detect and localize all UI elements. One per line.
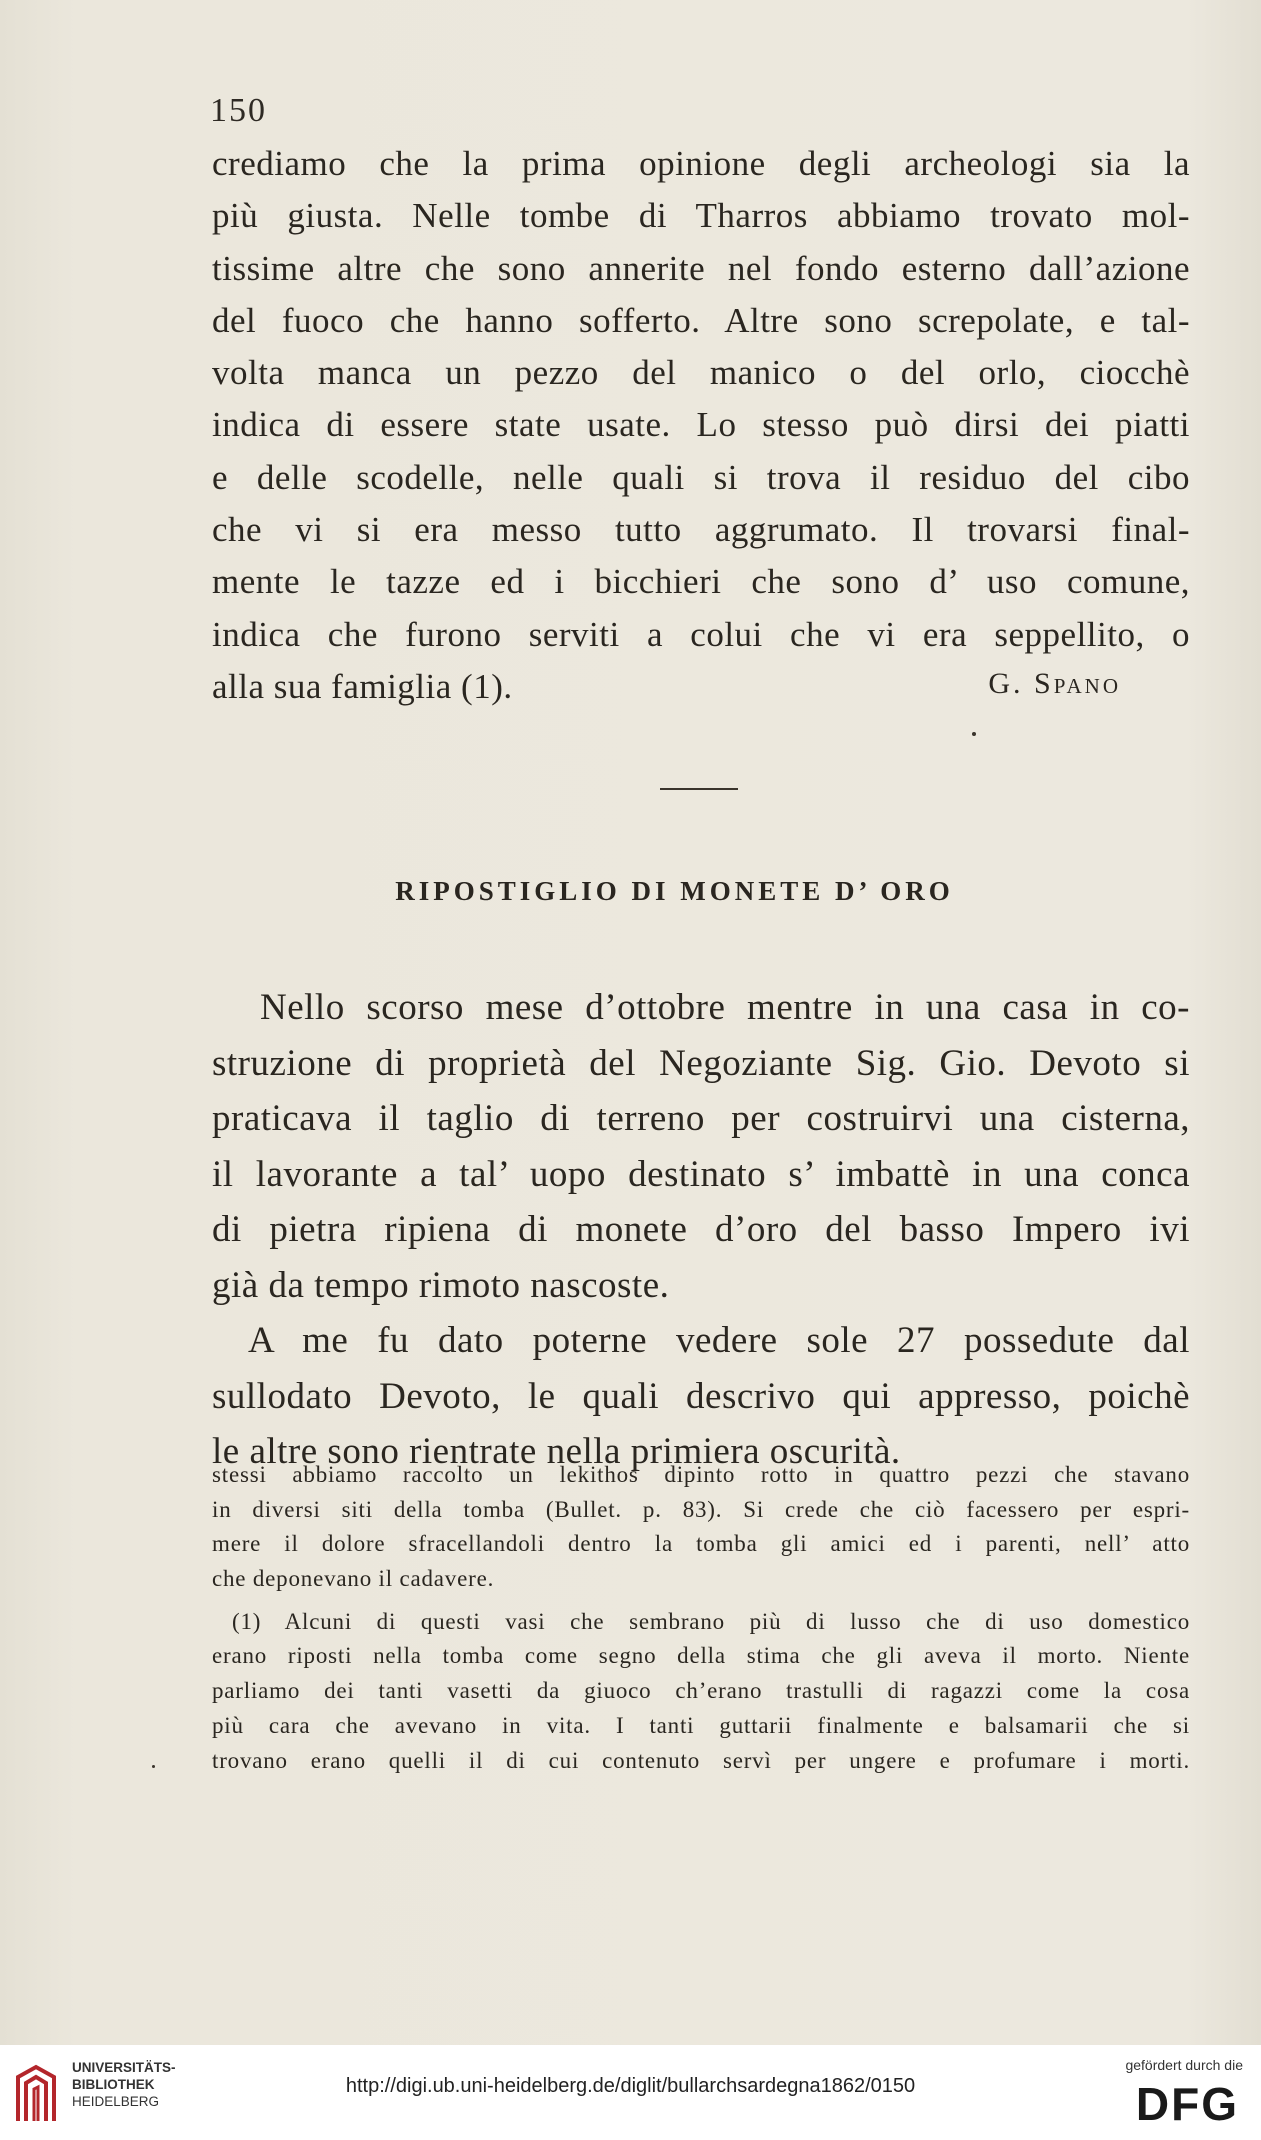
- paper-speck: [152, 1765, 155, 1768]
- text-line: sullodato Devoto, le quali descrivo qui appresso, poichè: [212, 1375, 1190, 1417]
- text-line: volta manca un pezzo del manico o del orlo, ciocchè: [212, 353, 1190, 393]
- footnote-line: erano riposti nella tomba come segno della stima che gli aveva il morto. Niente: [212, 1643, 1190, 1669]
- footnotes: [212, 1458, 1190, 1778]
- text-line: le altre sono rientrate nella primiera oscurità.: [212, 1431, 901, 1472]
- text-line: del fuoco che hanno sofferto. Altre sono screpolate, e tal-: [212, 300, 1190, 340]
- text-line: crediamo che la prima opinione degli archeologi sia la: [212, 144, 1190, 183]
- text-line: che vi si era messo tutto aggrumato. Il trovarsi final-: [212, 510, 1190, 550]
- footnote-line: trovano erano quelli il di cui contenuto servì per ungere e profumare i morti.: [212, 1747, 1190, 1773]
- text-line: struzione di proprietà del Negoziante Sig. Gio. Devoto si: [212, 1042, 1190, 1084]
- paragraph-continuation: [212, 138, 1190, 713]
- text-line: A me fu dato poterne vedere sole 27 possedute dal: [248, 1320, 1190, 1361]
- library-name-line: HEIDELBERG: [72, 2094, 160, 2109]
- text-line: praticava il taglio di terreno per costruirvi una cisterna,: [212, 1098, 1190, 1139]
- article-body: [212, 980, 1190, 1480]
- footnote-line: che deponevano il cadavere.: [212, 1566, 495, 1592]
- permalink-url[interactable]: http://digi.ub.uni-heidelberg.de/diglit/bullarchsardegna1862/0150: [345, 2075, 916, 2097]
- text-line: già da tempo rimoto nascoste.: [212, 1264, 670, 1306]
- text-line: Nello scorso mese d’ottobre mentre in una casa in co-: [260, 987, 1190, 1028]
- dfg-logo: DFG: [1135, 2078, 1239, 2130]
- footnote-line: più cara che avevano in vita. I tanti guttarii finalmente e balsamarii che si: [212, 1712, 1190, 1738]
- footnote-spacer: [212, 1597, 1190, 1605]
- author-signature: G. Spano: [988, 667, 1121, 700]
- text-line: indica che furono serviti a colui che vi era seppellito, o: [212, 614, 1190, 654]
- section-divider: [660, 788, 738, 790]
- footnote-line: stessi abbiamo raccolto un lekithos dipinto rotto in quattro pezzi che stavano: [212, 1462, 1190, 1487]
- text-line: alla sua famiglia (1).: [212, 666, 513, 706]
- text-line: più giusta. Nelle tombe di Tharros abbiamo trovato mol-: [212, 196, 1190, 236]
- library-name-line: UNIVERSITÄTS-: [72, 2060, 176, 2075]
- library-name-line: BIBLIOTHEK: [72, 2077, 155, 2092]
- footnote-line: (1) Alcuni di questi vasi che sembrano più di lusso che di uso domestico: [232, 1608, 1190, 1634]
- footnote-line: mere il dolore sfracellandoli dentro la tomba gli amici ed i parenti, nell’ atto: [212, 1531, 1190, 1557]
- text-line: tissime altre che sono annerite nel fondo esterno dall’azione: [212, 248, 1190, 288]
- footnote-line: parliamo dei tanti vasetti da giuoco ch’erano trastulli di ragazzi come la cosa: [212, 1678, 1190, 1704]
- funding-note: gefördert durch die: [1125, 2057, 1243, 2073]
- text-line: mente le tazze ed i bicchieri che sono d’ uso comune,: [212, 562, 1190, 602]
- text-line: il lavorante a tal’ uopo destinato s’ imbattè in una conca: [212, 1153, 1190, 1195]
- page-number: 150: [210, 92, 267, 129]
- text-line: e delle scodelle, nelle quali si trova il residuo del cibo: [212, 457, 1190, 497]
- text-line: di pietra ripiena di monete d’oro del basso Impero ivi: [212, 1209, 1190, 1250]
- paper-speck: [972, 732, 976, 736]
- digitization-footer: [0, 2045, 1261, 2140]
- section-heading: RIPOSTIGLIO DI MONETE D’ ORO: [395, 876, 954, 906]
- footnote-line: in diversi siti della tomba (Bullet. p. 83). Si crede che ciò facessero per espri-: [212, 1496, 1190, 1522]
- text-line: indica di essere state usate. Lo stesso può dirsi dei piatti: [212, 405, 1190, 445]
